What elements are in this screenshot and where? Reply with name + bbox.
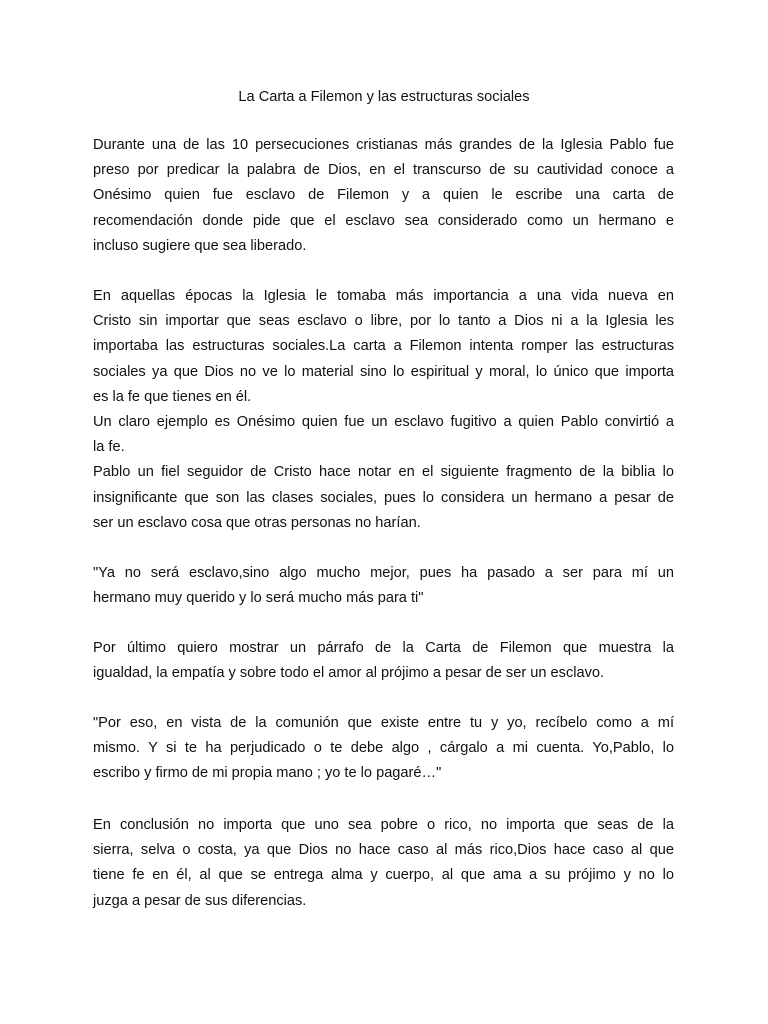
paragraph-line: Cristo sin importar que seas esclavo o libre, por lo tanto a Dios ni a la Iglesia les [93, 313, 674, 330]
paragraph-line: la fe. [93, 439, 125, 456]
paragraph-line: escribo y firmo de mi propia mano ; yo te lo pagaré…" [93, 765, 442, 782]
paragraph-line: recomendación donde pide que el esclavo sea considerado como un hermano e [93, 212, 674, 229]
paragraph-line: importaba las estructuras sociales.La carta a Filemon intenta romper las estructuras [93, 338, 674, 355]
paragraph-line: Pablo un fiel seguidor de Cristo hace notar en el siguiente fragmento de la biblia lo [93, 464, 674, 481]
paragraph-line: sierra, selva o costa, ya que Dios no hace caso al más rico,Dios hace caso al que [93, 842, 674, 859]
paragraph-3-quote [93, 561, 674, 611]
paragraph-2 [93, 284, 674, 536]
paragraph-line: tiene fe en él, al que se entrega alma y cuerpo, al que ama a su prójimo y no lo [93, 867, 674, 884]
paragraph-line: igualdad, la empatía y sobre todo el amor al prójimo a pesar de ser un esclavo. [93, 665, 605, 682]
paragraph-line: incluso sugiere que sea liberado. [93, 237, 307, 254]
paragraph-line: preso por predicar la palabra de Dios, en el transcurso de su cautividad conoce a [93, 162, 674, 179]
paragraph-line: "Ya no será esclavo,sino algo mucho mejor, pues ha pasado a ser para mí un [93, 565, 674, 581]
paragraph-line: mismo. Y si te ha perjudicado o te debe algo , cárgalo a mi cuenta. Yo,Pablo, lo [93, 740, 674, 757]
paragraph-line: es la fe que tienes en él. [93, 388, 252, 405]
document-title: La Carta a Filemon y las estructuras sociales [238, 89, 530, 105]
paragraph-line: hermano muy querido y lo será mucho más para ti" [93, 590, 424, 607]
paragraph-line: Onésimo quien fue esclavo de Filemon y a quien le escribe una carta de [93, 187, 674, 204]
paragraph-line: Un claro ejemplo es Onésimo quien fue un esclavo fugitivo a quien Pablo convirtió a [93, 414, 674, 431]
paragraph-line: sociales ya que Dios no ve lo material sino lo espiritual y moral, lo único que importa [93, 363, 674, 380]
paragraph-line: En aquellas épocas la Iglesia le tomaba más importancia a una vida nueva en [93, 288, 674, 304]
paragraph-6 [93, 813, 674, 914]
paragraph-line: Durante una de las 10 persecuciones cristianas más grandes de la Iglesia Pablo fue [93, 137, 674, 153]
paragraph-line: insignificante que son las clases sociales, pues lo considera un hermano a pesar de [93, 489, 674, 506]
paragraph-line: ser un esclavo cosa que otras personas no harían. [93, 514, 421, 531]
paragraph-line: Por último quiero mostrar un párrafo de la Carta de Filemon que muestra la [93, 640, 674, 656]
paragraph-5-quote [93, 711, 674, 787]
paragraph-line: En conclusión no importa que uno sea pobre o rico, no importa que seas de la [93, 817, 674, 833]
paragraph-1 [93, 133, 674, 259]
paragraph-4 [93, 636, 674, 686]
paragraph-line: juzga a pesar de sus diferencias. [93, 892, 307, 909]
paragraph-line: "Por eso, en vista de la comunión que existe entre tu y yo, recíbelo como a mí [93, 715, 674, 731]
